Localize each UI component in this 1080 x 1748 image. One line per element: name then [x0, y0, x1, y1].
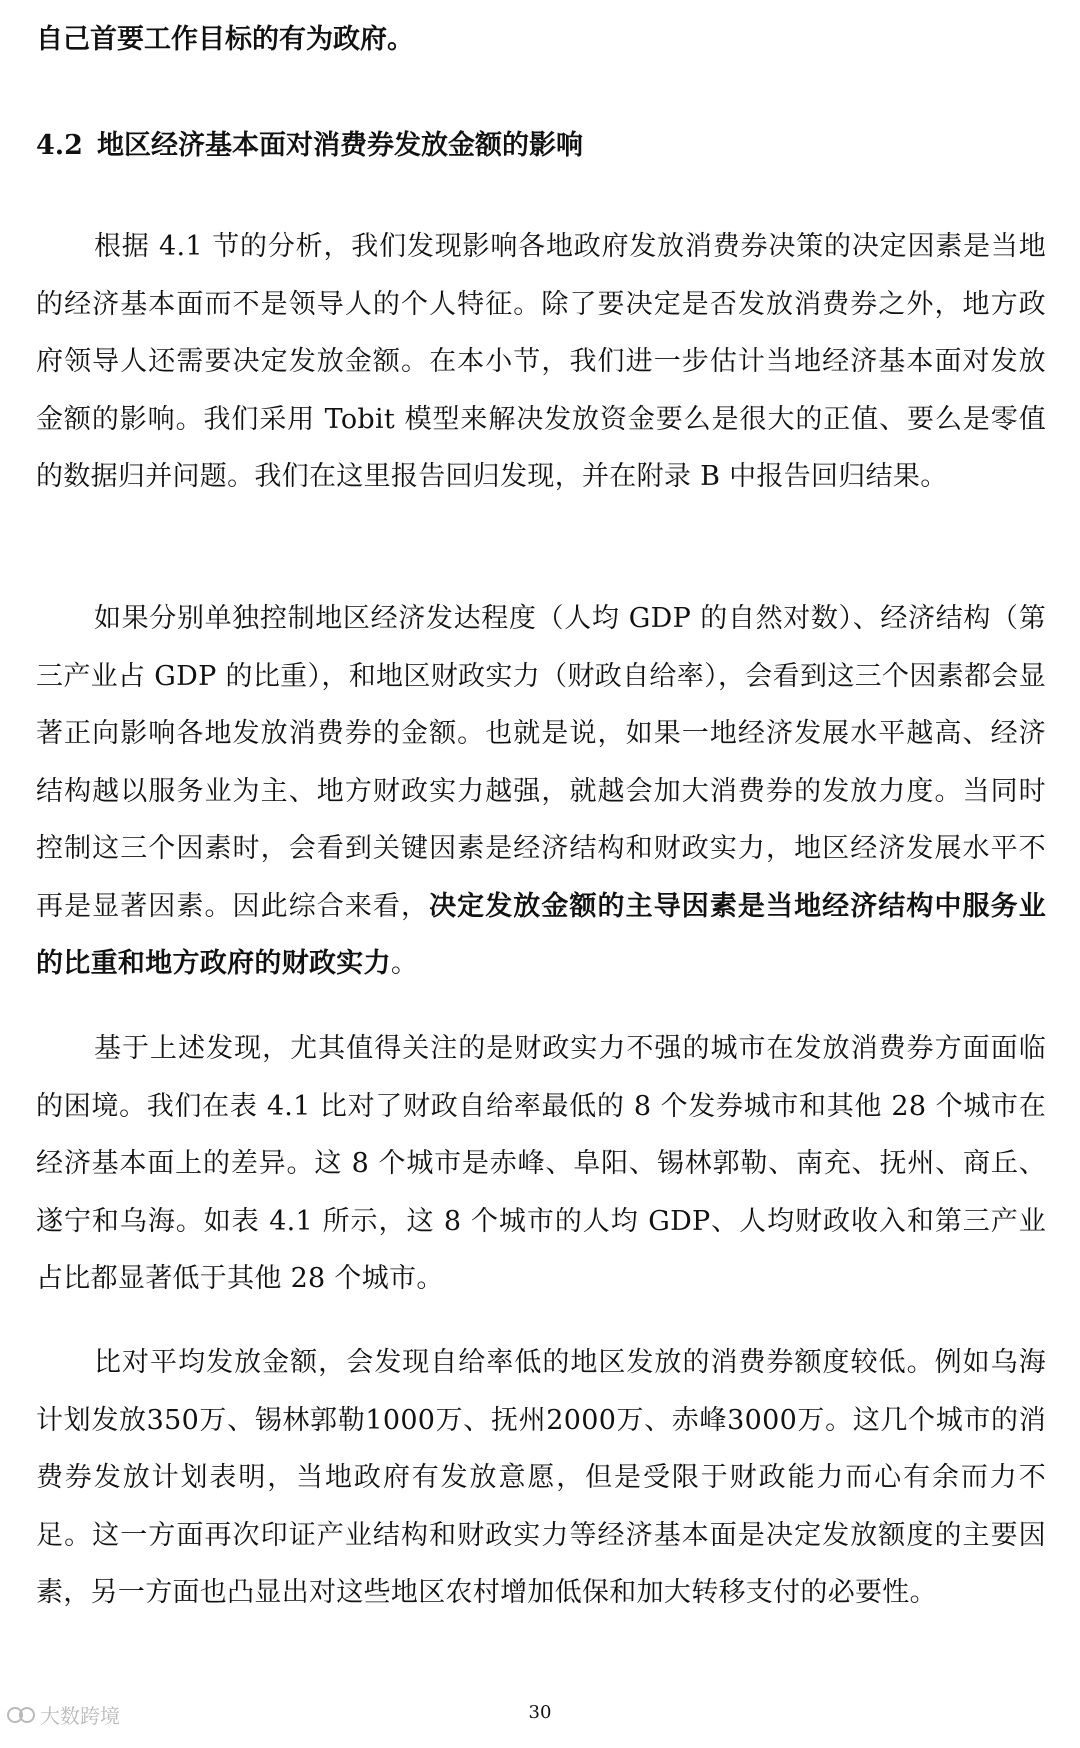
watermark-logo-icon [6, 1704, 36, 1726]
paragraph-2-emphasis: 决定发放金额的主导因素是当地经济结构中服务业的比重和地方政府的财政实力 [36, 890, 1046, 979]
paragraph-1: 根据 4.1 节的分析，我们发现影响各地政府发放消费券决策的决定因素是当地的经济基本面而不是领导人的个人特征。除了要决定是否发放消费券之外，地方政府领导人还需要决定发放金额。在本小节，我们进一步估计当地经济基本面对发放金额的影响。我们采用 Tobit 模型来解决发放资金要么是很大的正值、要么是零值的数据归并问题。我们在这里报告回归发现，并在附录 B 中报告回归结果。 [36, 231, 1046, 492]
section-heading [36, 128, 583, 164]
paragraph-2-end: 。 [390, 948, 419, 979]
paragraph-4: 比对平均发放金额，会发现自给率低的地区发放的消费券额度较低。例如乌海计划发放350万、锡林郭勒1000万、抚州2000万、赤峰3000万。这几个城市的消费券发放计划表明，当地政府有发放意愿，但是受限于财政能力而心有余而力不足。这一方面再次印证产业结构和财政实力等经济基本面是决定发放额度的主要因素，另一方面也凸显出对这些地区农村增加低保和加大转移支付的必要性。 [36, 1347, 1046, 1608]
paragraph-3: 基于上述发现，尤其值得关注的是财政实力不强的城市在发放消费券方面面临的困境。我们在表 4.1 比对了财政自给率最低的 8 个发券城市和其他 28 个城市在经济基本面上的差异。这 8 个城市是赤峰、阜阳、锡林郭勒、南充、抚州、商丘、遂宁和乌海。如表 4.1 所示，这 8 个城市的人均 GDP、人均财政收入和第三产业占比都显著低于其他 28 个城市。 [36, 1033, 1046, 1294]
document-page [36, 0, 1046, 1748]
watermark [6, 1700, 120, 1729]
lead-line: 自己首要工作目标的有为政府。 [36, 24, 414, 55]
section-number: 4.2 [36, 130, 83, 161]
paragraph-2-text: 如果分别单独控制地区经济发达程度（人均 GDP 的自然对数）、经济结构（第三产业占 GDP 的比重），和地区财政实力（财政自给率），会看到这三个因素都会显著正向影响各地发放消费券的金额。也就是说，如果一地经济发展水平越高、经济结构越以服务业为主、地方财政实力越强，就越会加大消费券的发放力度。当同时控制这三个因素时，会看到关键因素是经济结构和财政实力，地区经济发展水平不再是显著因素。因此综合来看， [36, 603, 1046, 922]
page-number: 30 [528, 1702, 552, 1723]
watermark-text: 大数跨境 [40, 1704, 120, 1728]
section-title: 地区经济基本面对消费券发放金额的影响 [96, 130, 583, 161]
paragraph-2 [36, 590, 1046, 993]
